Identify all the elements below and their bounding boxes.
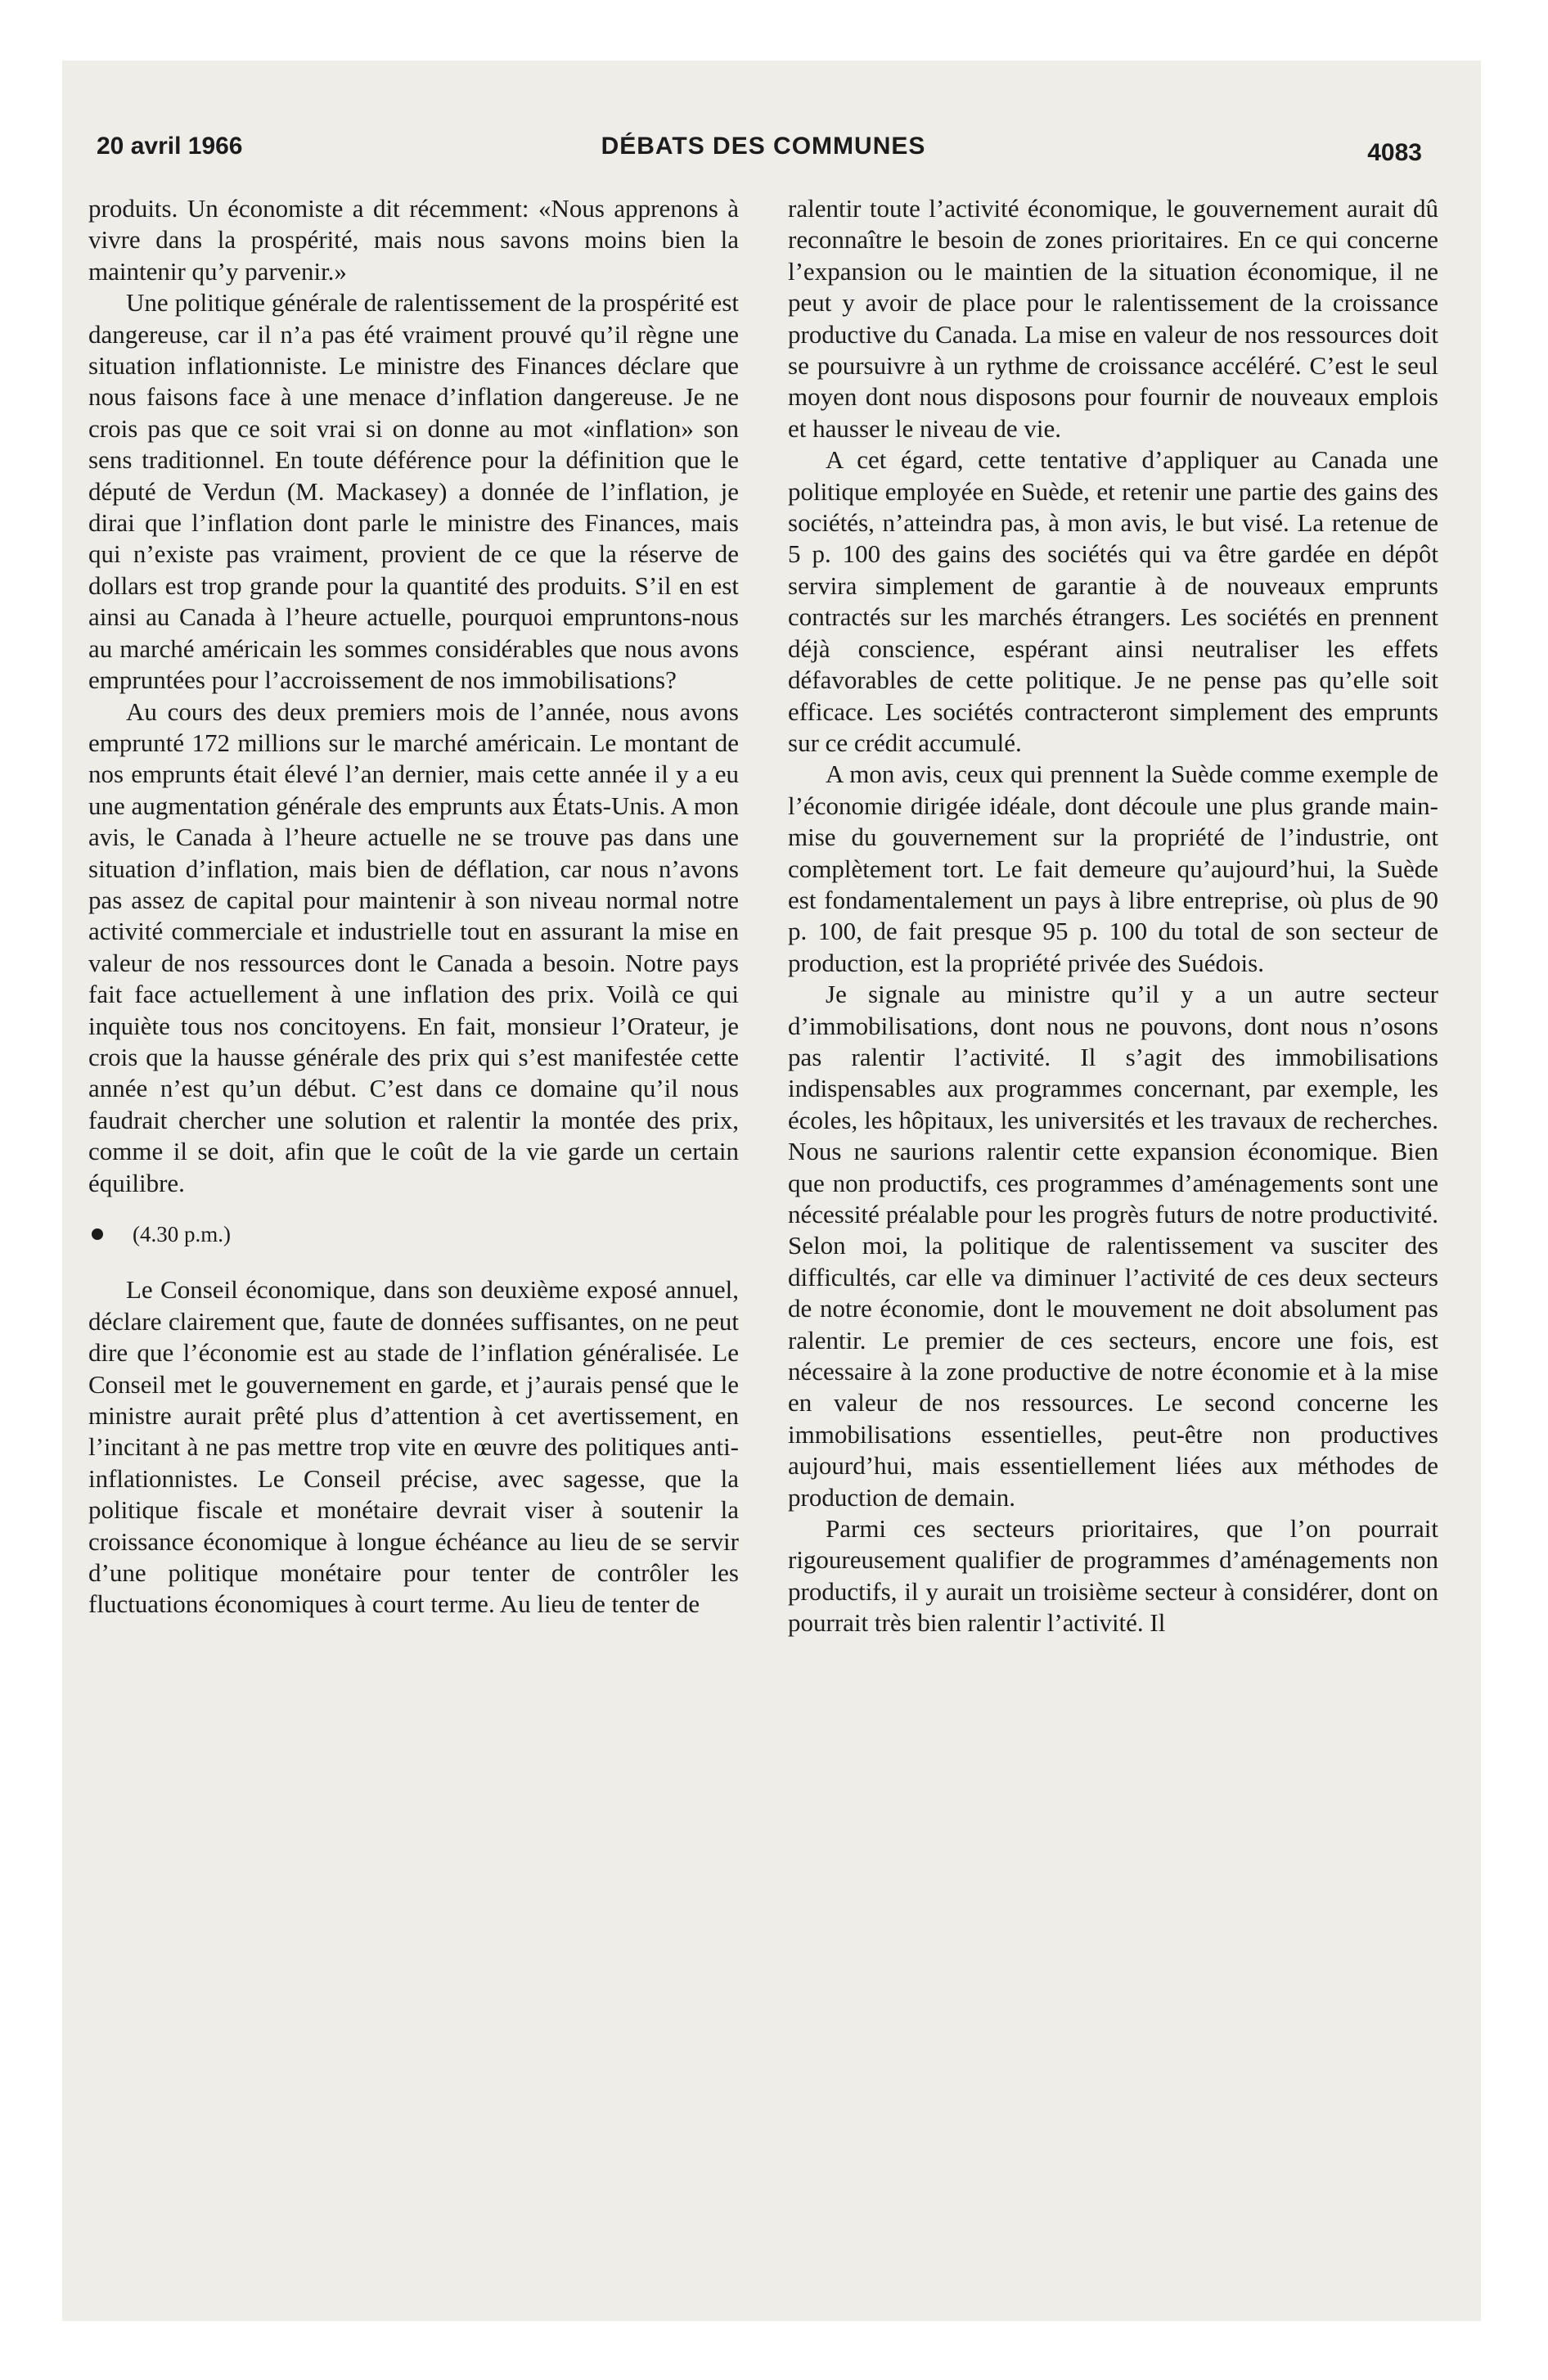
paragraph: A cet égard, cette tentative d’appliquer au Canada une politique employée en Suède, et retenir une partie des gains des sociétés, n’atteindra pas, à mon avis, le but visé. La retenue de 5 p. 100 des gains des sociétés qui va être gardée en dépôt servira simplement de garantie à de nouveaux emprunts contractés sur les marchés étrangers. Les sociétés en prennent déjà conscience, espérant ainsi neutraliser les effets défavorables de cette politique. Je ne pense pas qu’elle soit efficace. Les sociétés contracteront simplement des emprunts sur ce crédit accumulé. — [788, 445, 1438, 757]
paragraph: produits. Un économiste a dit récemment: «Nous apprenons à vivre dans la prospérité, mais nous savons moins bien la maintenir qu’y parvenir.» — [88, 194, 739, 286]
header-date: 20 avril 1966 — [97, 133, 243, 160]
paragraph: Parmi ces secteurs prioritaires, que l’on pourrait rigoureusement qualifier de programmes d’aménagements non productifs, il y aurait un troisième secteur à considérer, dont on pourrait très bien ralentir l’activité. Il — [788, 1514, 1438, 1638]
paragraph: A mon avis, ceux qui prennent la Suède comme exemple de l’économie dirigée idéale, dont découle une plus grande main-mise du gouvernement sur la propriété de l’industrie, ont complètement tort. Le fait demeure qu’aujourd’hui, la Suède est fondamentalement un pays à libre entreprise, où plus de 90 p. 100, de fait presque 95 p. 100 du total de son secteur de production, est la propriété privée des Suédois. — [788, 760, 1438, 977]
page — [88, 88, 1438, 2265]
right-column — [788, 193, 1438, 1639]
paragraph: Je signale au ministre qu’il y a un autre secteur d’immobilisations, dont nous ne pouvons, dont nous n’osons pas ralentir l’activité. Il s’agit des immobilisations indispensables aux programmes concernant, par exemple, les écoles, les hôpitaux, les universités et les travaux de recherches. Nous ne saurions ralentir cette expansion économique. Bien que non productifs, ces programmes d’aménagements sont une nécessité préalable pour les progrès futurs de notre productivité. Selon moi, la politique de ralentissement va susciter des difficultés, car elle va diminuer l’activité de ces deux secteurs de notre économie, dont le mouvement ne doit absolument pas ralentir. Le premier de ces secteurs, encore une fois, est nécessaire à la zone productive de notre économie et à la mise en valeur de nos ressources. Le second concerne les immobilisations essentielles, peut-être non productives aujourd’hui, mais essentiellement liées aux méthodes de production de demain. — [788, 980, 1438, 1512]
page-number: 4083 — [1367, 139, 1422, 166]
paragraph: Au cours des deux premiers mois de l’année, nous avons emprunté 172 millions sur le marché américain. Le montant de nos emprunts était élevé l’an dernier, mais cette année il y a eu une augmentation générale des emprunts aux États-Unis. A mon avis, le Canada à l’heure actuelle ne se trouve pas dans une situation d’inflation, mais bien de déflation, car nous n’avons pas assez de capital pour maintenir à son niveau normal notre activité commerciale et industrielle tout en assurant la mise en valeur de nos ressources dont le Canada a besoin. Notre pays fait face actuellement à une inflation des prix. Voilà ce qui inquiète tous nos concitoyens. En fait, monsieur l’Orateur, je crois que la hausse générale des prix qui s’est manifestée cette année n’est qu’un début. C’est dans ce domaine qu’il nous faudrait chercher une solution et ralentir la montée des prix, comme il se doit, afin que le coût de la vie garde un certain équilibre. — [88, 696, 739, 1197]
header-title: DÉBATS DES COMMUNES — [601, 133, 926, 160]
paragraph: Le Conseil économique, dans son deuxième exposé annuel, déclare clairement que, faute de données suffisantes, on ne peut dire que l’économie est au stade de l’inflation généralisée. Le Conseil met le gouvernement en garde, et j’aurais pensé que le ministre aurait prêté plus d’attention à cet avertissement, en l’incitant à ne pas mettre trop vite en œuvre des politiques anti-inflationnistes. Le Conseil précise, avec sagesse, que la politique fiscale et monétaire devrait viser à soutenir la croissance économique à longue échéance au lieu de se servir d’une politique monétaire pour tenter de contrôler les fluctuations économiques à court terme. Au lieu de tenter de — [88, 1275, 739, 1619]
time-marker — [88, 1219, 739, 1250]
running-header — [88, 88, 1438, 166]
bullet-icon — [92, 1228, 103, 1240]
time-marker-text: (4.30 p.m.) — [133, 1222, 231, 1246]
text-columns — [88, 193, 1438, 1639]
paragraph: ralentir toute l’activité économique, le gouvernement aurait dû reconnaître le besoin de zones prioritaires. En ce qui concerne l’expansion ou le maintien de la situation économique, il ne peut y avoir de place pour le ralentissement de la croissance productive du Canada. La mise en valeur de nos ressources doit se poursuivre à un rythme de croissance accéléré. C’est le seul moyen dont nous disposons pour fournir de nouveaux emplois et hausser le niveau de vie. — [788, 194, 1438, 443]
left-column — [88, 193, 739, 1639]
paragraph: Une politique générale de ralentissement de la prospérité est dangereuse, car il n’a pas été vraiment prouvé qu’il règne une situation inflationniste. Le ministre des Finances déclare que nous faisons face à une menace d’inflation dangereuse. Je ne crois pas que ce soit vrai si on donne au mot «inflation» son sens traditionnel. En toute déférence pour la définition que le député de Verdun (M. Mackasey) a donnée de l’inflation, je dirai que l’inflation dont parle le ministre des Finances, mais qui n’existe pas vraiment, provient de ce que la réserve de dollars est trop grande pour la quantité des produits. S’il en est ainsi au Canada à l’heure actuelle, pourquoi empruntons-nous au marché américain les sommes considérables que nous avons empruntées pour l’accroissement de nos immobilisations? — [88, 288, 739, 695]
